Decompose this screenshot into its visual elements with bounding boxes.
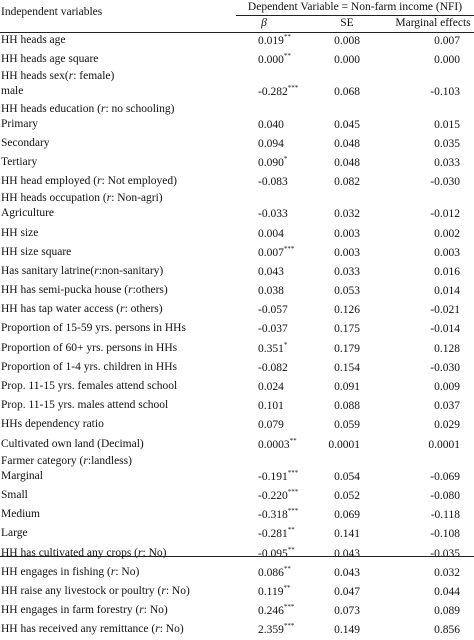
marginal-effect-cell: -0.021: [430, 304, 460, 317]
marginal-effect-cell: -0.108: [430, 528, 460, 541]
variable-label: Small: [1, 488, 28, 501]
variable-label: HH raise any livestock or poultry (r: No): [1, 584, 190, 597]
marginal-effect-cell: 0.000: [434, 54, 460, 67]
variable-label: HH size: [1, 226, 39, 239]
variable-label: HH heads education (r: no schooling): [1, 102, 175, 115]
header-dependent-variable: Dependent Variable = Non-farm income (NFI): [247, 1, 463, 13]
table-row: [0, 116, 474, 135]
beta-cell: 2.359***: [258, 622, 295, 637]
significance-marker: *: [283, 340, 288, 349]
table-row: [0, 173, 474, 192]
significance-marker: ***: [283, 622, 295, 631]
variable-label: HH head employed (r: Not employed): [1, 175, 177, 188]
variable-label: HH has received any remittance (r: No): [1, 623, 184, 636]
beta-cell: 0.004: [258, 227, 284, 240]
marginal-effect-cell: 0.003: [434, 246, 460, 259]
table-row: [0, 205, 474, 224]
variable-label: HHs dependency ratio: [1, 418, 104, 431]
se-cell: 0.008: [334, 35, 360, 47]
table-row: [0, 320, 474, 339]
beta-cell: 0.038: [258, 285, 284, 298]
category-row: [0, 103, 474, 116]
beta-cell: -0.083: [258, 176, 288, 189]
se-cell: 0.003: [334, 227, 360, 240]
variable-label: Medium: [1, 508, 40, 521]
marginal-effect-cell: -0.030: [430, 361, 460, 374]
beta-cell: -0.057: [258, 304, 288, 317]
marginal-effect-cell: 0.856: [434, 624, 460, 637]
marginal-effect-cell: 0.0001: [428, 438, 460, 451]
se-cell: 0.068: [334, 86, 360, 99]
variable-label: Proportion of 15-59 yrs. persons in HHs: [1, 322, 186, 335]
beta-cell: 0.079: [258, 419, 284, 432]
significance-marker: **: [287, 526, 295, 535]
variable-label: Tertiary: [1, 155, 38, 168]
table-row: [0, 32, 474, 51]
table-row: [0, 135, 474, 154]
se-cell: 0.141: [334, 528, 360, 541]
variable-label: HH has tap water access (r: others): [1, 303, 163, 316]
beta-cell: 0.019**: [258, 33, 291, 47]
significance-marker: **: [287, 545, 295, 554]
marginal-effect-cell: 0.007: [434, 35, 460, 47]
table-row: [0, 436, 474, 455]
beta-cell: -0.033: [258, 208, 288, 221]
se-cell: 0.048: [334, 137, 360, 150]
beta-cell: 0.246***: [258, 603, 295, 618]
variable-label: male: [1, 85, 24, 98]
marginal-effect-cell: 0.033: [434, 156, 460, 169]
se-cell: 0.179: [334, 342, 360, 355]
category-row: [0, 455, 474, 468]
marginal-effect-cell: -0.118: [430, 509, 460, 522]
se-cell: 0.149: [334, 624, 360, 637]
marginal-effect-cell: 0.014: [434, 285, 460, 298]
table-row: [0, 282, 474, 301]
beta-cell: 0.040: [258, 118, 284, 131]
table-row: [0, 397, 474, 416]
significance-marker: **: [283, 52, 291, 61]
se-cell: 0.054: [334, 470, 360, 483]
header-marginal-effects: Marginal effects: [395, 17, 471, 29]
se-cell: 0.154: [334, 361, 360, 374]
significance-marker: ***: [283, 244, 295, 253]
table-row: [0, 225, 474, 244]
header-se: SE: [340, 17, 354, 29]
se-cell: 0.0001: [328, 438, 360, 451]
se-cell: 0.126: [334, 304, 360, 317]
beta-cell: 0.0003**: [258, 436, 297, 451]
header-independent-variables: Independent variables: [1, 6, 103, 18]
table-row: [0, 487, 474, 506]
category-row: [0, 192, 474, 205]
beta-cell: 0.000**: [258, 52, 291, 67]
marginal-effect-cell: 0.029: [434, 419, 460, 432]
table-row: [0, 378, 474, 397]
se-cell: 0.069: [334, 509, 360, 522]
table-row: [0, 583, 474, 602]
table-row: [0, 525, 474, 544]
marginal-effect-cell: 0.089: [434, 605, 460, 618]
marginal-effect-cell: 0.009: [434, 381, 460, 393]
marginal-effect-cell: -0.080: [430, 489, 460, 502]
variable-label: HH has semi-pucka house (r:others): [1, 284, 168, 297]
beta-cell: 0.101: [258, 400, 284, 413]
table-row: [0, 301, 474, 320]
beta-cell: -0.281**: [258, 526, 295, 541]
significance-marker: **: [283, 584, 291, 593]
table-row: [0, 468, 474, 487]
table-row: [0, 244, 474, 263]
beta-cell: -0.191***: [258, 468, 299, 483]
se-cell: 0.000: [334, 54, 360, 67]
marginal-effect-cell: -0.030: [430, 176, 460, 189]
marginal-effect-cell: -0.035: [430, 547, 460, 560]
marginal-effect-cell: -0.103: [430, 86, 460, 99]
se-cell: 0.091: [334, 381, 360, 393]
header-beta: β: [261, 17, 267, 29]
beta-cell: 0.090*: [258, 155, 288, 169]
se-cell: 0.088: [334, 400, 360, 413]
se-cell: 0.033: [334, 265, 360, 278]
significance-marker: **: [283, 33, 291, 42]
variable-label: Primary: [1, 117, 39, 130]
category-row: [0, 70, 474, 83]
marginal-effect-cell: 0.016: [434, 265, 460, 278]
header-group-rule: [236, 15, 474, 16]
marginal-effect-cell: -0.012: [430, 208, 460, 221]
table-body: [0, 32, 474, 640]
marginal-effect-cell: 0.015: [434, 118, 460, 131]
se-cell: 0.073: [334, 605, 360, 618]
variable-label: HH engages in farm forestry (r: No): [1, 604, 168, 617]
table-bottom-rule: [0, 556, 474, 557]
table-row: [0, 154, 474, 173]
variable-label: HH heads occupation (r: Non-agri): [1, 192, 163, 205]
beta-cell: -0.037: [258, 323, 288, 336]
beta-cell: 0.043: [258, 265, 284, 278]
variable-label: HH size square: [1, 245, 72, 258]
beta-cell: -0.318***: [258, 507, 299, 522]
table-header: [0, 0, 474, 33]
variable-label: HH heads age square: [1, 53, 99, 66]
table-row: [0, 564, 474, 583]
beta-cell: -0.220***: [258, 488, 299, 502]
marginal-effect-cell: 0.032: [434, 566, 460, 579]
significance-marker: ***: [287, 84, 299, 93]
beta-cell: 0.024: [258, 381, 284, 393]
variable-label: Prop. 11-15 yrs. males attend school: [1, 399, 169, 412]
significance-marker: **: [283, 564, 291, 573]
marginal-effect-cell: 0.035: [434, 137, 460, 150]
se-cell: 0.059: [334, 419, 360, 432]
table-row: [0, 545, 474, 564]
beta-cell: -0.282***: [258, 84, 299, 99]
variable-label: Large: [1, 527, 28, 540]
beta-cell: 0.094: [258, 137, 284, 150]
significance-marker: *: [283, 155, 288, 164]
table-row: [0, 359, 474, 378]
beta-cell: 0.007***: [258, 244, 295, 259]
marginal-effect-cell: 0.128: [434, 342, 460, 355]
variable-label: HH engages in fishing (r: No): [1, 565, 140, 578]
marginal-effect-cell: 0.002: [434, 227, 460, 240]
variable-label: HH heads age: [1, 34, 66, 46]
variable-label: Prop. 11-15 yrs. females attend school: [1, 380, 178, 392]
beta-cell: -0.095**: [258, 545, 295, 560]
variable-label: Secondary: [1, 136, 50, 149]
se-cell: 0.052: [334, 489, 360, 502]
se-cell: 0.003: [334, 246, 360, 259]
beta-cell: 0.351*: [258, 340, 288, 355]
significance-marker: ***: [283, 603, 295, 612]
variable-label: Has sanitary latrine(r:non-sanitary): [1, 264, 164, 277]
table-row: [0, 263, 474, 282]
beta-cell: 0.119**: [258, 584, 291, 598]
marginal-effect-cell: -0.014: [430, 323, 460, 336]
se-cell: 0.043: [334, 547, 360, 560]
se-cell: 0.175: [334, 323, 360, 336]
marginal-effect-cell: 0.044: [434, 585, 460, 598]
beta-cell: -0.082: [258, 361, 288, 374]
table-row: [0, 621, 474, 640]
table-row: [0, 340, 474, 359]
variable-label: Agriculture: [1, 207, 55, 220]
table-row: [0, 506, 474, 525]
variable-label: Proportion of 1-4 yrs. children in HHs: [1, 360, 177, 373]
se-cell: 0.045: [334, 118, 360, 131]
variable-label: HH has cultivated any crops (r: No): [1, 546, 167, 559]
significance-marker: ***: [287, 468, 299, 477]
significance-marker: ***: [287, 488, 299, 497]
variable-label: HH heads sex(r: female): [1, 70, 115, 83]
table-row: [0, 416, 474, 435]
se-cell: 0.048: [334, 156, 360, 169]
table-row: [0, 602, 474, 621]
variable-label: Marginal: [1, 469, 43, 482]
beta-cell: 0.086**: [258, 564, 291, 579]
variable-label: Cultivated own land (Decimal): [1, 437, 144, 450]
marginal-effect-cell: -0.069: [430, 470, 460, 483]
se-cell: 0.082: [334, 176, 360, 189]
marginal-effect-cell: 0.037: [434, 400, 460, 413]
se-cell: 0.043: [334, 566, 360, 579]
significance-marker: **: [289, 436, 297, 445]
significance-marker: ***: [287, 507, 299, 516]
variable-label: Proportion of 60+ yrs. persons in HHs: [1, 341, 178, 354]
se-cell: 0.053: [334, 285, 360, 298]
table-row: [0, 83, 474, 102]
se-cell: 0.047: [334, 585, 360, 598]
table-row: [0, 51, 474, 70]
se-cell: 0.032: [334, 208, 360, 221]
variable-label: Farmer category (r:landless): [1, 454, 132, 467]
